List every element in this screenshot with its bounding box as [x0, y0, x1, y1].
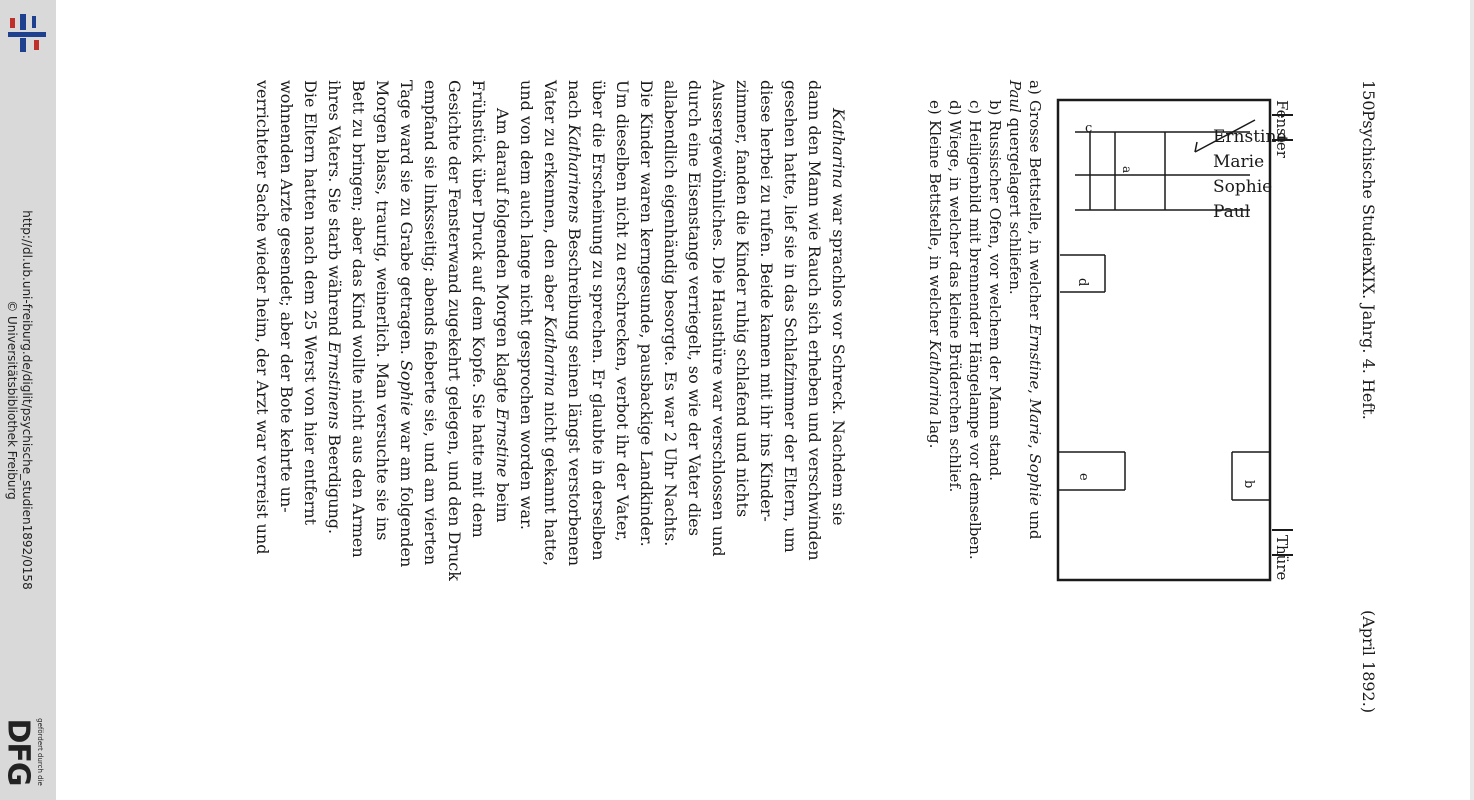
mark-c: c: [1085, 121, 1093, 136]
issue-label: XIX. Jahrg. 4. Heft.: [1359, 265, 1378, 420]
text-line: allabendlich eigenhändig besorgte. Es war 2 Uhr Nachts.: [661, 80, 680, 547]
legend-item-e: [925, 80, 945, 760]
diagram-legend: [925, 80, 1045, 760]
name-paul: Paul: [1213, 202, 1251, 222]
legend-letter: c): [966, 100, 984, 115]
text-span: nach: [565, 80, 584, 125]
person-name: Marie: [1026, 398, 1044, 444]
text-line: über die Erscheinung zu sprechen. Er glaubte in derselben: [589, 80, 608, 561]
mark-d: d: [1075, 278, 1090, 287]
copyright-note: © Universitätsbibliothek Freiburg: [5, 300, 19, 500]
legend-text: Russischer Ofen, vor welchem der Mann stand.: [986, 120, 1004, 482]
legend-item-d: [945, 80, 965, 760]
legend-item-c: [965, 80, 985, 760]
legend-item-b: [985, 80, 1005, 760]
viewer-sidebar: [0, 0, 56, 800]
legend-text: quergelagert schliefen.: [1006, 112, 1024, 295]
legend-letter: e): [926, 100, 944, 115]
text-line: Um dieselben nicht zu erschrecken, verbot ihr der Vater,: [613, 80, 632, 542]
dfg-logo-text: DFG: [0, 718, 36, 786]
legend-text: Grosse Bettstelle, in welcher: [1026, 100, 1044, 325]
text-span: ihres Vaters. Sie starb während: [325, 80, 344, 342]
person-name: Ernstine: [493, 408, 512, 478]
text-line: empfand sie linksseitig; abends fieberte sie, und am vierten: [421, 80, 440, 566]
legend-separator: und: [1026, 505, 1044, 540]
text-line: [394, 80, 418, 760]
legend-item-a-cont: [1005, 80, 1025, 760]
mark-b: b: [1241, 480, 1256, 489]
person-name: Paul: [1006, 80, 1024, 113]
text-span: nicht gekannt hatte,: [541, 396, 560, 566]
scanned-page-viewport: [190, 80, 1390, 740]
person-name: Ernstinens: [325, 341, 344, 430]
text-line: Frühstück über Druck auf dem Kopfe. Sie hatte mit dem: [469, 80, 488, 538]
text-line: Die Eltern hatten nach dem 25 Werst von hier entfernt: [301, 80, 320, 526]
mark-e: e: [1076, 473, 1091, 481]
text-line: Bett zu bringen; aber das Kind wollte nicht aus den Armen: [349, 80, 368, 558]
text-line: Aussergewöhnliches. Die Hausthüre war verschlossen und: [709, 80, 728, 557]
text-line: und von dem auch lange nicht gesprochen worden war.: [517, 80, 536, 530]
legend-letter: a): [1026, 80, 1044, 95]
text-line: [562, 80, 586, 760]
text-line: verrichteter Sache wieder heim, der Arzt war verreist und: [253, 80, 272, 555]
text-line: zimmer, fanden die Kinder ruhig schlafend und nichts: [733, 80, 752, 518]
text-span: war sprachlos vor Schreck. Nachdem sie: [829, 188, 848, 526]
scanned-page: [190, 80, 1390, 740]
article-body: [250, 80, 850, 760]
name-ernstine: Ernstine: [1213, 127, 1287, 147]
door-label: Thüre: [1273, 535, 1291, 581]
text-span: Vater zu erkennen, den aber: [541, 80, 560, 316]
text-line: dann den Mann wie Rauch sich erheben und verschwinden: [805, 80, 824, 561]
dfg-funding-note: gefördert durch die: [36, 718, 44, 786]
text-line: wohnenden Arzte gesendet; aber der Bote kehrte un-: [277, 80, 296, 513]
text-span: war am folgenden: [397, 415, 416, 568]
text-line: Morgen blass, traurig, weinerlich. Man versuchte sie ins: [373, 80, 392, 541]
text-line: Gesichte der Fensterwand zugekehrt gelegen, und den Druck: [445, 80, 464, 581]
legend-text: Wiege, in welcher das kleine Brüderchen schlief.: [946, 120, 964, 493]
issue-date: (April 1892.): [1359, 610, 1378, 714]
person-name: Sophie: [1026, 453, 1044, 506]
text-line: gesehen hatte, lief sie in das Schlafzimmer der Eltern, um: [781, 80, 800, 553]
cradle-d: [1060, 255, 1105, 292]
legend-text: lag.: [926, 415, 944, 449]
mark-a: a: [1120, 166, 1134, 174]
legend-letter: d): [946, 100, 964, 116]
person-name: Katharina: [829, 108, 848, 189]
small-bed-e: [1058, 452, 1125, 490]
page-number: 150: [1359, 80, 1378, 111]
room-floor-plan: [1055, 80, 1305, 640]
text-span: Beerdigung.: [325, 429, 344, 535]
text-span: Am darauf folgenden Morgen klagte: [493, 108, 512, 409]
page-header: [1350, 80, 1390, 740]
name-sophie: Sophie: [1213, 177, 1273, 197]
text-span: Tage ward sie zu Grabe getragen.: [397, 80, 416, 360]
text-span: beim: [493, 477, 512, 523]
person-name: Katharina: [926, 340, 944, 416]
person-name: Ernstine: [1026, 324, 1044, 390]
journal-title: Psychische Studien.: [1359, 110, 1378, 272]
window-label: Fenster: [1273, 100, 1291, 158]
legend-separator: ,: [1026, 389, 1044, 399]
person-name: Sophie: [397, 359, 416, 416]
legend-item-a: [1025, 80, 1045, 760]
oven-b: [1232, 452, 1270, 500]
right-scroll-edge: [1470, 0, 1474, 800]
legend-letter: b): [986, 100, 1004, 116]
document-url[interactable]: http://dl.ub.uni-freiburg.de/diglit/psychische_studien1892/0158: [20, 210, 34, 590]
person-name: Katharinens: [565, 124, 584, 224]
text-line: [490, 80, 514, 760]
ub-freiburg-logo-icon: [4, 10, 48, 54]
text-span: Beschreibung seinen längst verstorbenen: [565, 223, 584, 566]
text-line: durch eine Eisenstange verriegelt, so wie der Vater dies: [685, 80, 704, 536]
legend-separator: ,: [1026, 443, 1044, 454]
text-line: [538, 80, 562, 760]
text-line: diese herbei zu rufen. Beide kamen mit ihr ins Kinder-: [757, 80, 776, 522]
person-name: Katharina: [541, 316, 560, 397]
text-line: Die Kinder waren kerngesunde, pausbackige Landkinder.: [637, 80, 656, 547]
legend-text: Kleine Bettstelle, in welcher: [926, 120, 944, 341]
text-line: [322, 80, 346, 760]
text-line: [826, 80, 850, 760]
legend-text: Heiligenbild mit brennender Hängelampe vor demselben.: [966, 120, 984, 560]
name-marie: Marie: [1213, 152, 1265, 172]
